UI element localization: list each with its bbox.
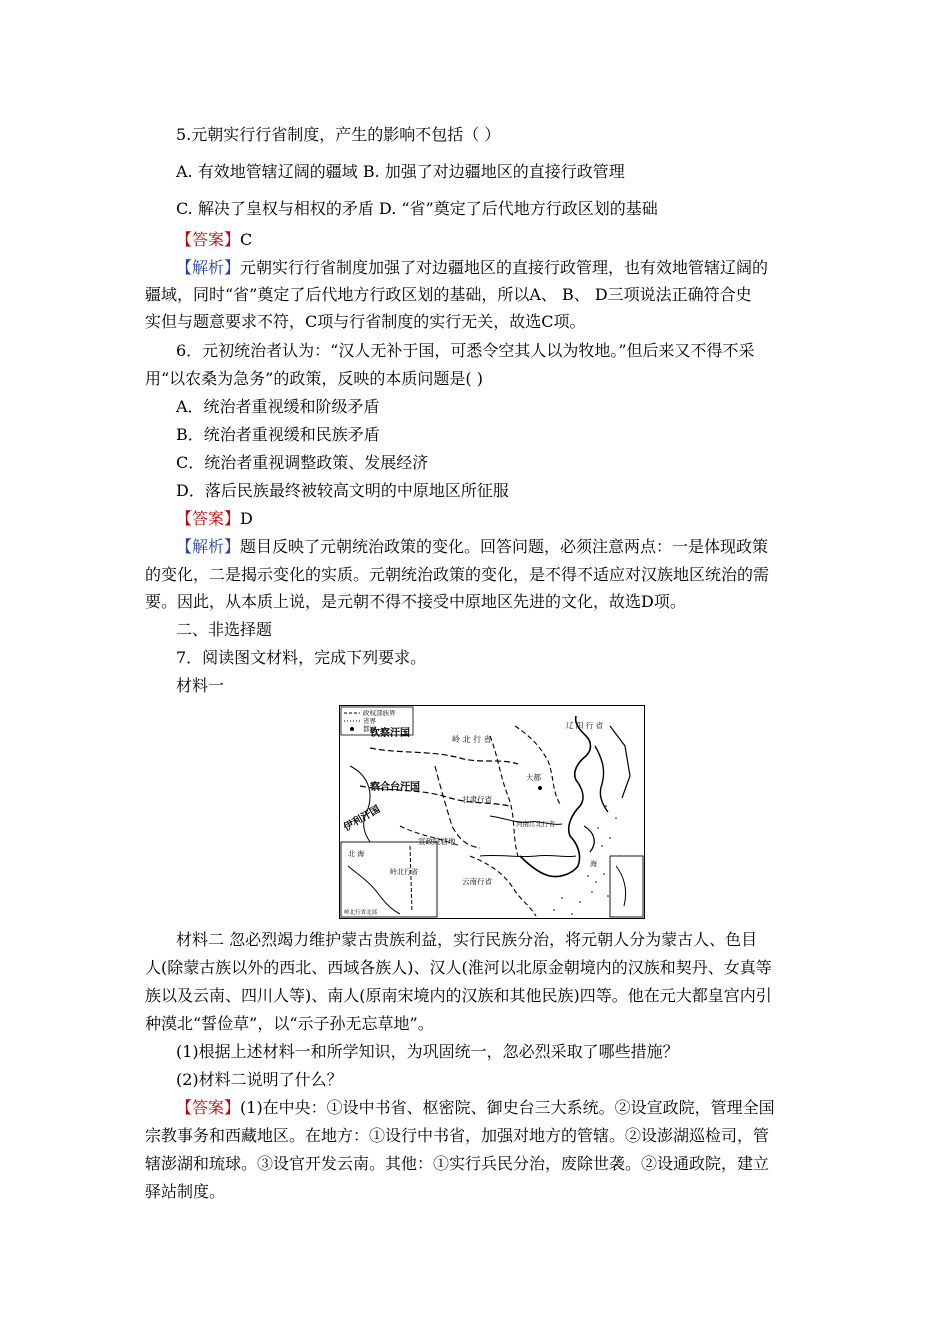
map-graphic	[340, 706, 644, 918]
q6-analysis-line2: 的变化，二是揭示变化的实质。元朝统治政策的变化，是不得不适应对汉族地区统治的需	[145, 565, 770, 584]
legend-text-2: 省界	[363, 717, 376, 725]
label-lingbei: 岭 北 行 省	[452, 735, 492, 744]
q7-answer-line3: 辖澎湖和琉球。③设官开发云南。其他：①实行兵民分治，废除世袭。②设通政院，建立	[145, 1154, 770, 1173]
material-one-label: 材料一	[176, 676, 225, 695]
q6-stem-line1: 6．元初统治者认为：“汉人无补于国，可悉令空其人以为牧地。”但后来又不得不采	[176, 341, 755, 360]
yuan-dynasty-map	[339, 705, 645, 919]
q6-analysis-line1	[176, 537, 768, 557]
q5-analysis-line1	[176, 258, 768, 278]
answer-text: (1)在中央：①设中书省、枢密院、御史台三大系统。②设宣政院，管理全国	[240, 1098, 775, 1117]
q6-option-a: A．统治者重视缓和阶级矛盾	[176, 397, 380, 416]
q7-answer-line2: 宗教事务和西藏地区。在地方：①设行中书省，加强对地方的管辖。②设澎湖巡检司，管	[145, 1126, 770, 1145]
answer-value: C	[240, 230, 253, 249]
material-two-line2: 人(除蒙古族以外的西北、西域各族人)、汉人(淮河以北原金朝境内的汉族和契丹、女真等	[145, 958, 772, 977]
answer-tag: 【答案】	[176, 230, 241, 249]
label-lingbei-inset: 岭北行省	[390, 868, 418, 876]
material-two-line1: 材料二 忽必烈竭力维护蒙古贵族利益，实行民族分治，将元朝人分为蒙古人、色目	[176, 930, 758, 949]
label-henan: 河南江北行省	[516, 820, 555, 828]
q6-option-c: C．统治者重视调整政策、发展经济	[176, 453, 429, 472]
label-ilkhanate: 伊利汗国	[342, 804, 383, 834]
q7-answer-line4: 驿站制度。	[145, 1182, 226, 1201]
q7-subquestion-2: (2)材料二说明了什么？	[176, 1070, 343, 1089]
q7-subquestion-1: (1)根据上述材料一和所学知识，为巩固统一，忽必烈采取了哪些措施？	[176, 1042, 679, 1061]
q5-options-cd: C. 解决了皇权与相权的矛盾 D. “省”奠定了后代地方行政区划的基础	[176, 199, 658, 218]
q5-answer	[176, 230, 252, 250]
label-chagatai: 察合台汗国	[370, 782, 420, 793]
answer-tag: 【答案】	[176, 1098, 241, 1117]
q5-options-ab: A. 有效地管辖辽阔的疆域 B. 加强了对边疆地区的直接行政管理	[176, 162, 625, 181]
label-beihai: 北 海	[348, 850, 365, 858]
q6-option-b: B．统治者重视缓和民族矛盾	[176, 425, 380, 444]
analysis-text: 题目反映了元朝统治政策的变化。回答问题，必须注意两点：一是体现政策	[240, 537, 769, 556]
q5-analysis-line3: 实但与题意要求不符，C项与行省制度的实行无关，故选C项。	[145, 312, 586, 331]
label-qincha: 钦察汗国	[370, 728, 410, 739]
q7-answer-line1	[176, 1098, 775, 1118]
answer-tag: 【答案】	[176, 509, 241, 528]
label-sea: 海	[590, 860, 597, 868]
label-yunnan: 云南行省	[462, 877, 492, 886]
q5-analysis-line2: 疆域，同时“省”奠定了后代地方行政区划的基础，所以A、 B、 D三项说法正确符合史	[145, 285, 752, 304]
label-dadu: 大都	[526, 773, 541, 782]
analysis-tag: 【解析】	[176, 537, 241, 556]
q5-stem: 5.元朝实行行省制度，产生的影响不包括（ ）	[176, 125, 501, 144]
q7-stem: 7．阅读图文材料，完成下列要求。	[176, 648, 427, 667]
material-two-line4: 种漠北“誓俭草”，以“示子孙无忘草地”。	[145, 1014, 434, 1033]
label-liaoyang: 辽 阳 行 省	[566, 721, 604, 730]
q6-answer	[176, 509, 253, 529]
analysis-tag: 【解析】	[176, 258, 241, 277]
legend-text-1: 政权部族界	[363, 709, 396, 717]
material-two-line3: 族以及云南、四川人等)、南人(原南宋境内的汉族和其他民族)四等。他在元大都皇宫内引	[145, 986, 772, 1005]
answer-value: D	[240, 509, 253, 528]
analysis-text: 元朝实行行省制度加强了对边疆地区的直接行政管理，也有效地管辖辽阔的	[240, 258, 769, 277]
inset-map-sea	[610, 856, 643, 917]
label-xuanzheng: 宣政院辖地	[418, 837, 456, 846]
section-heading: 二、非选择题	[176, 620, 273, 639]
q6-stem-line2: 用“以农桑为急务”的政策，反映的本质问题是( )	[145, 369, 483, 388]
legend-text-3: 都城	[363, 725, 376, 733]
dadu-marker	[538, 786, 542, 790]
q6-analysis-line3: 要。因此，从本质上说，是元朝不得不接受中原地区先进的文化，故选D项。	[145, 592, 686, 611]
label-gansu: 甘肃行省	[462, 795, 492, 804]
label-inset-caption: 岭北行省北部	[344, 910, 378, 916]
q6-option-d: D．落后民族最终被较高文明的中原地区所征服	[176, 481, 509, 500]
